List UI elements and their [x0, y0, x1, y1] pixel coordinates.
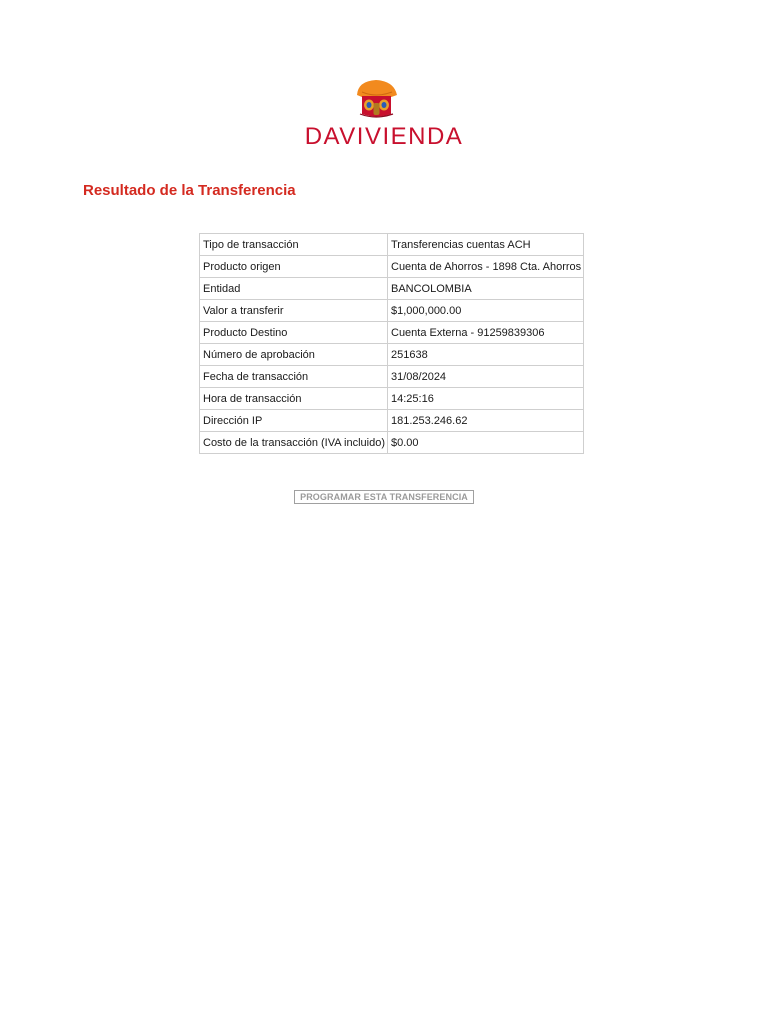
table-row — [200, 388, 584, 410]
detail-label: Hora de transacción — [200, 388, 388, 410]
detail-value: 14:25:16 — [388, 388, 584, 410]
detail-label: Producto Destino — [200, 322, 388, 344]
detail-label: Número de aprobación — [200, 344, 388, 366]
table-row — [200, 366, 584, 388]
table-row — [200, 322, 584, 344]
detail-label: Costo de la transacción (IVA incluido) — [200, 432, 388, 454]
detail-value: Transferencias cuentas ACH — [388, 234, 584, 256]
actions-bar — [0, 487, 768, 505]
table-row — [200, 410, 584, 432]
detail-label: Dirección IP — [200, 410, 388, 432]
table-row — [200, 300, 584, 322]
transaction-details-table — [199, 233, 584, 454]
detail-value: Cuenta Externa - 91259839306 — [388, 322, 584, 344]
detail-label: Entidad — [200, 278, 388, 300]
detail-value: 31/08/2024 — [388, 366, 584, 388]
davivienda-logo — [0, 78, 768, 153]
detail-label: Fecha de transacción — [200, 366, 388, 388]
detail-value: $0.00 — [388, 432, 584, 454]
detail-value: BANCOLOMBIA — [388, 278, 584, 300]
detail-label: Valor a transferir — [200, 300, 388, 322]
house-icon — [357, 80, 397, 117]
schedule-transfer-button[interactable]: PROGRAMAR ESTA TRANSFERENCIA — [294, 490, 474, 504]
detail-value: $1,000,000.00 — [388, 300, 584, 322]
detail-value: Cuenta de Ahorros - 1898 Cta. Ahorros — [388, 256, 584, 278]
detail-label: Tipo de transacción — [200, 234, 388, 256]
detail-value: 251638 — [388, 344, 584, 366]
table-row — [200, 278, 584, 300]
table-row — [200, 344, 584, 366]
detail-label: Producto origen — [200, 256, 388, 278]
detail-value: 181.253.246.62 — [388, 410, 584, 432]
brand-wordmark: DAVIVIENDA — [304, 123, 464, 148]
table-row — [200, 234, 584, 256]
table-row — [200, 432, 584, 454]
page-title: Resultado de la Transferencia — [83, 182, 296, 199]
table-row — [200, 256, 584, 278]
